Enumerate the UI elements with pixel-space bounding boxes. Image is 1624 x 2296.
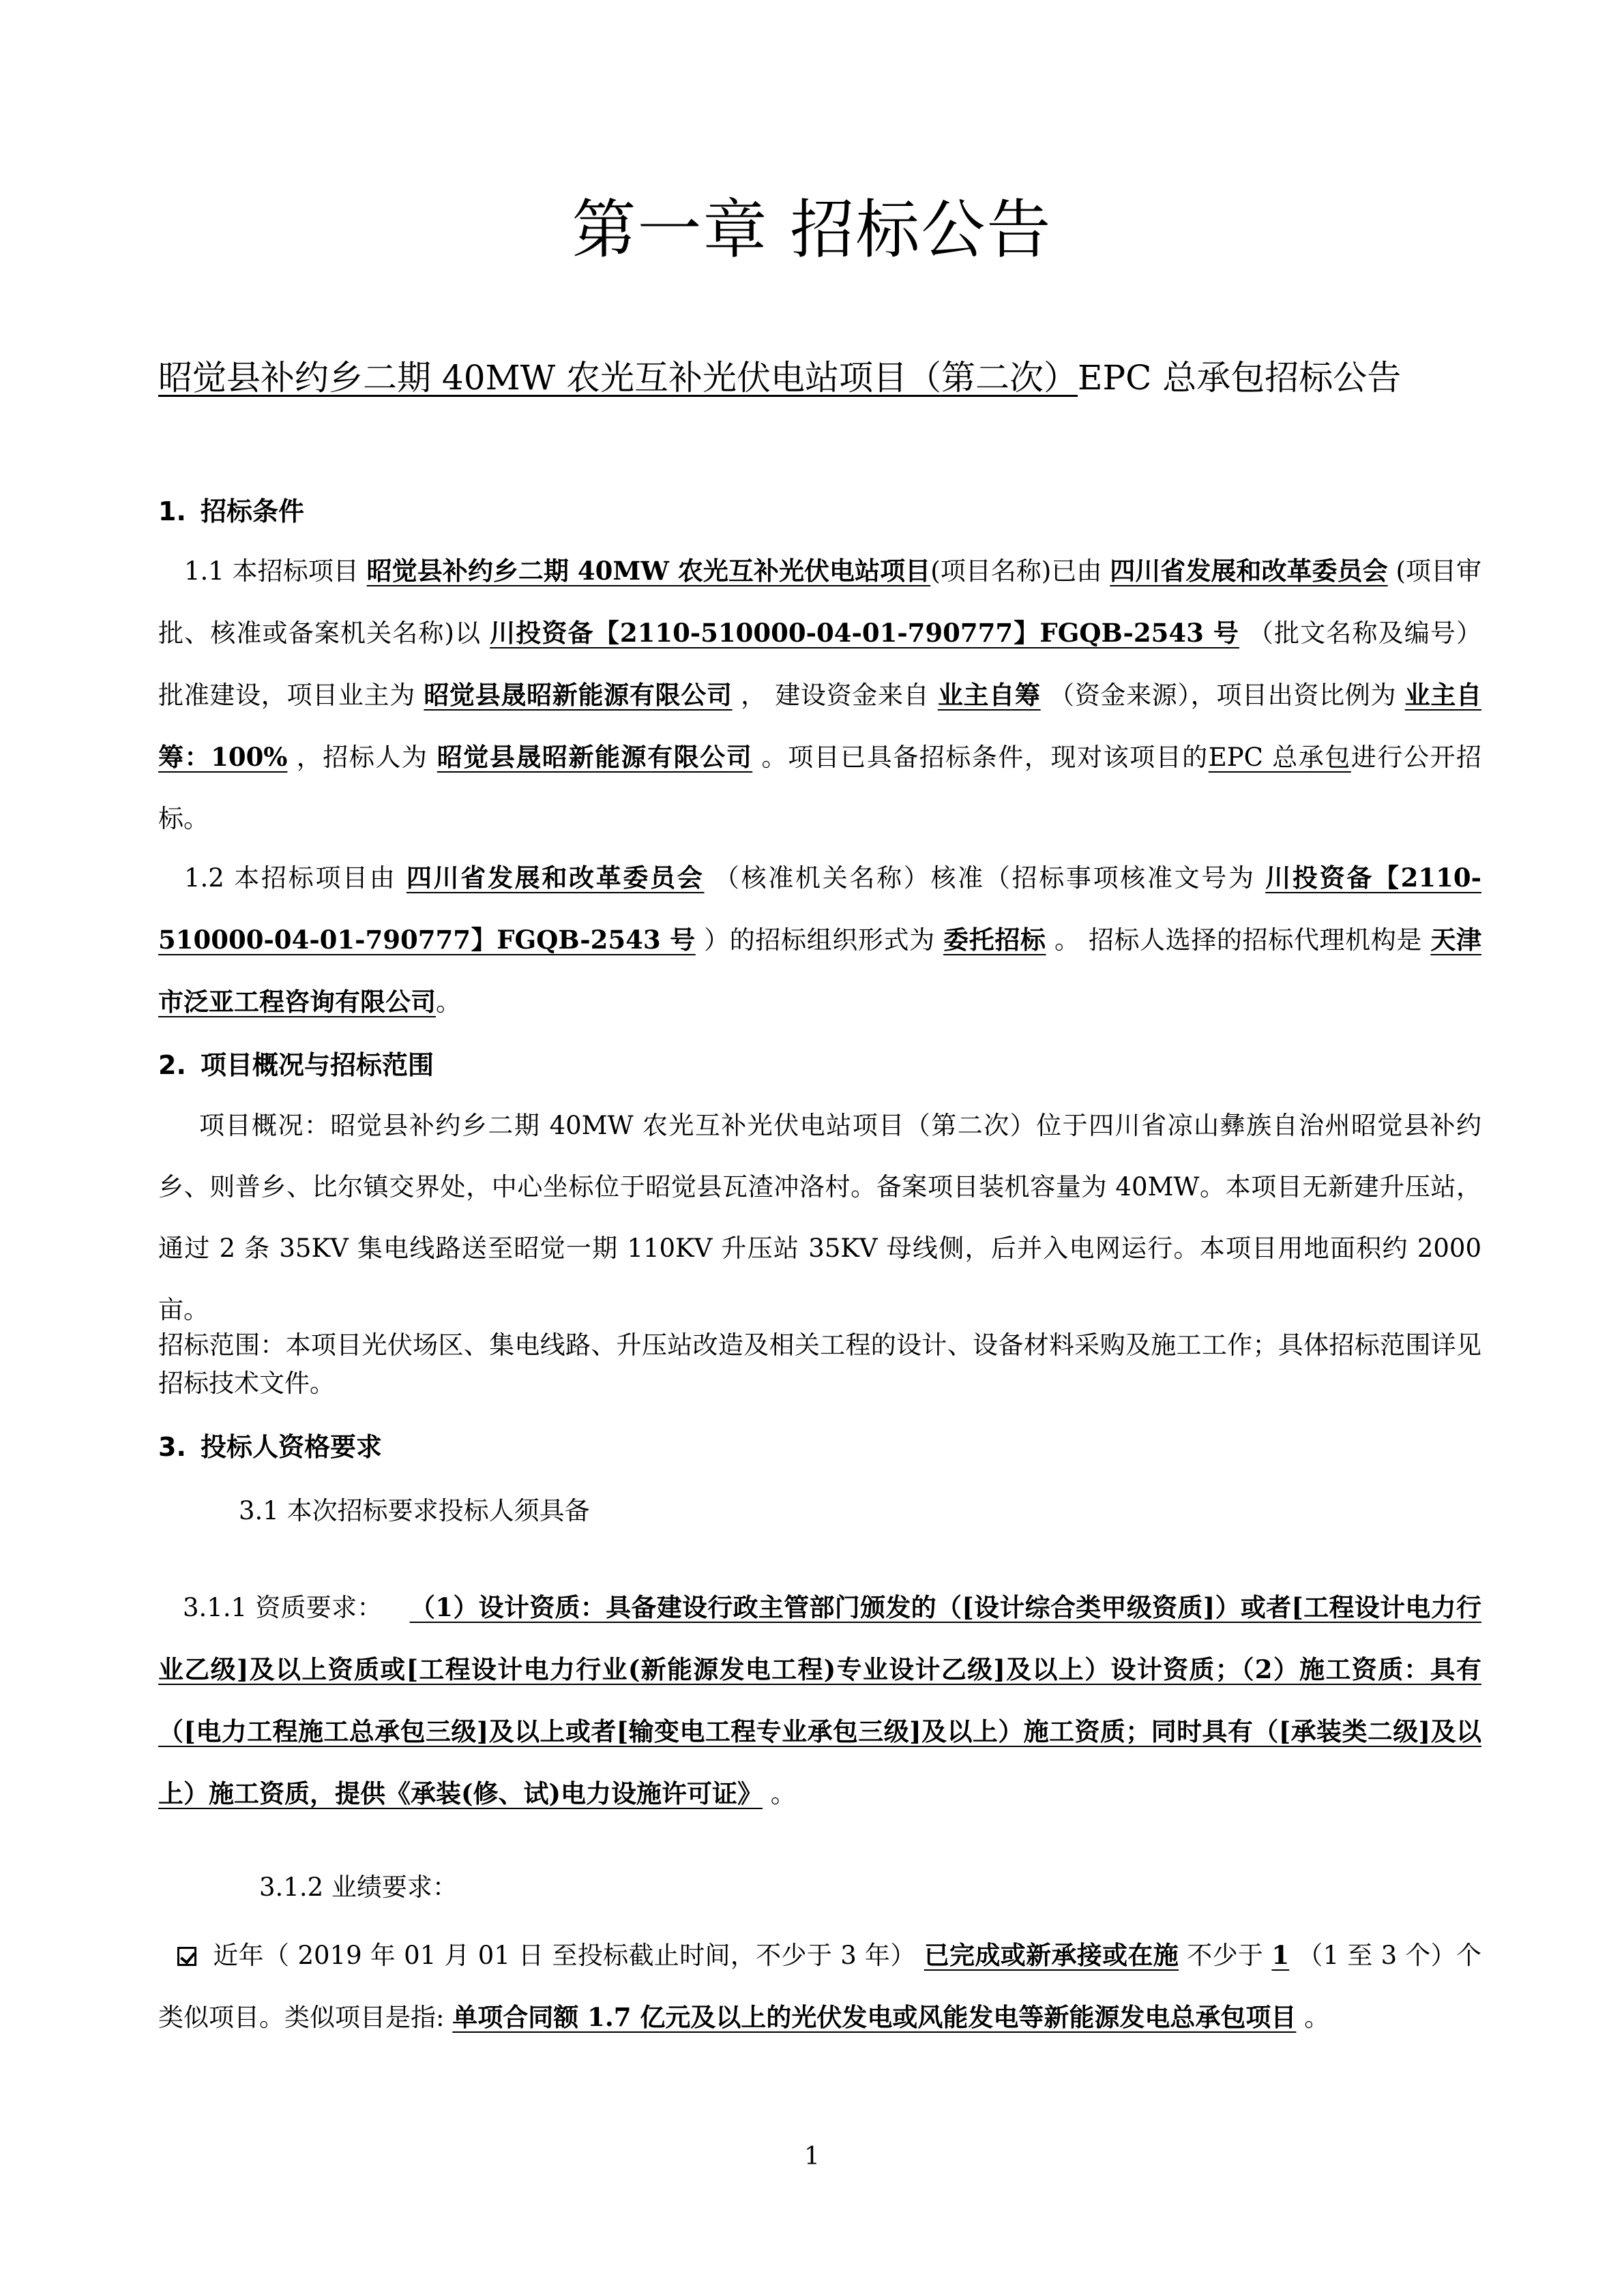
section-1-2-paragraph [158,847,1481,1033]
text-run: （1 至 3 个）个类似项目。类似项目是指: [158,1941,1481,2032]
project-status: 已完成或新承接或在施 [924,1940,1179,1970]
text-run: 。 [436,987,461,1017]
approval-authority: 四川省发展和改革委员会 [1110,556,1388,586]
text-run: 。 [763,1779,796,1808]
project-name: 昭觉县补约乡二期 40MW 农光互补光伏电站项目 [366,556,931,586]
text-run: 。项目已具备招标条件，现对该项目的 [752,743,1209,772]
section-3-title: 投标人资格要求 [201,1432,383,1462]
notice-title-suffix: EPC 总承包招标公告 [1078,358,1402,398]
section-2-number: 2. [158,1050,186,1080]
tender-agent: 天津市泛亚工程咨询有限公司 [158,925,1481,1017]
project-count: 1 [1271,1940,1290,1970]
tenderer: 昭觉县晟昭新能源有限公司 [437,742,753,772]
chapter-title: 第一章 招标公告 [572,193,1052,267]
tender-scope: EPC 总承包 [1208,743,1351,772]
text-run: (项目审批、核准或备案机关名称)以 [158,556,1482,648]
section-1-title: 招标条件 [201,496,305,526]
similar-project-definition: 单项合同额 1.7 亿元及以上的光伏发电或风能发电等新能源发电总承包项目 [452,2002,1297,2032]
section-1-1-paragraph [158,540,1481,850]
text-run: 不少于 [1179,1941,1272,1970]
text-run: 1.2 本招标项目由 [184,863,407,893]
section-1-heading [158,491,304,532]
approval-authority-2: 四川省发展和改革委员会 [406,863,705,893]
project-overview: 项目概况：昭觉县补约乡二期 40MW 农光互补光伏电站项目（第二次）位于四川省凉山彝族自治州昭觉县补约乡、则普乡、比尔镇交界处，中心坐标位于昭觉县瓦渣冲洛村。备案项目装机容量为 40MW。本项目无新建升压站，通过 2 条 35KV 集电线路送至昭觉一期 110KV 升压站 35KV 母线侧，后并入电网运行。本项目用地面积约 2000 亩。 [158,1111,1481,1324]
section-3-1: 3.1 本次招标要求投标人须具备 [239,1496,590,1525]
notice-title-project: 昭觉县补约乡二期 40MW 农光互补光伏电站项目（第二次） [158,358,1078,398]
text-run: （资金来源），项目出资比例为 [1040,681,1405,710]
text-run: （核准机关名称）核准（招标事项核准文号为 [704,863,1266,893]
text-run: （批文名称及编号）批准建设，项目业主为 [158,618,1481,710]
text-run: 进行公开招标。 [158,743,1481,833]
text-run: 。 招标人选择的招标代理机构是 [1046,925,1431,955]
section-2-title: 项目概况与招标范围 [201,1050,434,1080]
performance-requirements [158,1924,1481,2048]
section-2-heading [158,1045,434,1086]
page-number: 1 [804,2143,820,2171]
text-run: ）的招标组织形式为 [695,925,944,955]
qualification-text: （1）设计资质：具备建设行政主管部门颁发的（[设计综合类甲级资质]）或者[工程设计电力行业乙级]及以上资质或[工程设计电力行业(新能源发电工程)专业设计乙级]及以上）设计资质；（2）施工资质：具有（[电力工程施工总承包三级]及以上或者[输变电工程专业承包三级]及以上）施工资质；同时具有（[承装类二级]及以上）施工资质，提供《承装(修、试)电力设施许可证》 [158,1592,1481,1808]
text-run: ，招标人为 [287,743,437,772]
qualification-requirements [158,1577,1481,1825]
text-run: ， 建设资金来自 [732,681,938,710]
section-1-number: 1. [158,496,186,526]
tender-scope-paragraph: 招标范围：本项目光伏场区、集电线路、升压站改造及相关工程的设计、设备材料采购及施工工作；具体招标范围详见招标技术文件。 [158,1330,1481,1398]
notice-title [158,353,1495,402]
section-3-1-2-label: 3.1.2 业绩要求： [259,1873,458,1902]
funding-ratio: 业主自筹：100% [158,680,1482,772]
section-3-number: 3. [158,1432,186,1462]
tender-form: 委托招标 [943,925,1046,955]
text-run: 近年（ 2019 年 01 月 01 日 至投标截止时间，不少于 3 年） [213,1941,924,1970]
section-3-heading [158,1427,382,1467]
text-run: 3.1.1 资质要求： [183,1593,383,1622]
text-run: 1.1 本招标项目 [184,556,367,586]
funding-source: 业主自筹 [937,680,1041,710]
text-run: 。 [1296,2003,1330,2032]
project-owner: 昭觉县晟昭新能源有限公司 [424,680,733,710]
approval-document-2: 川投资备【2110-510000-04-01-790777】FGQB-2543 号 [158,863,1481,955]
text-run: (项目名称)已由 [930,556,1110,586]
checked-checkbox-icon [177,1947,196,1966]
approval-document: 川投资备【2110-510000-04-01-790777】FGQB-2543 号 [490,618,1239,648]
